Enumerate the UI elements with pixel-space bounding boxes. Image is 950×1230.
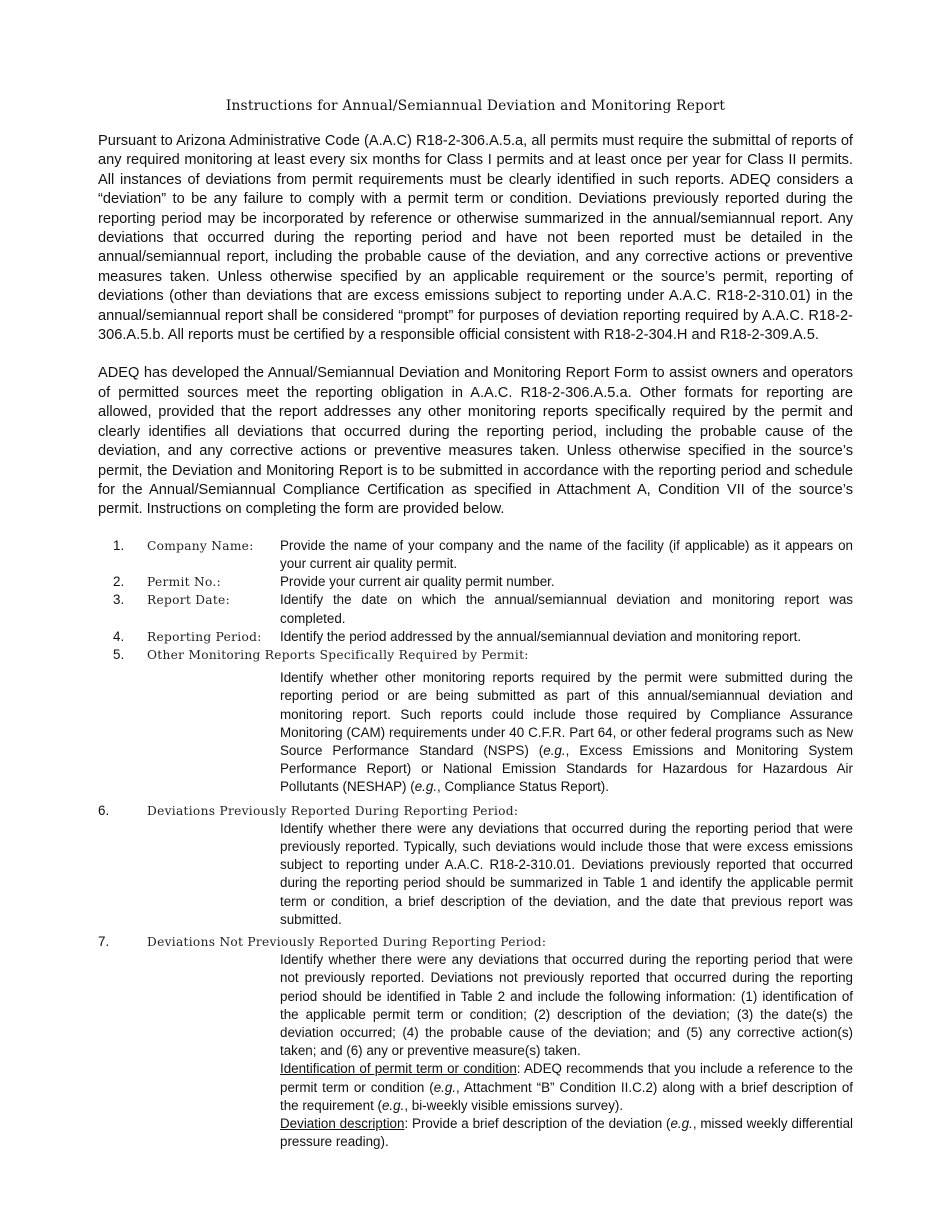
list-item [98,591,853,627]
item-number: 1. [113,537,125,553]
item-number: 6. [98,802,110,818]
item-label: Deviations Not Previously Reported During Reporting Period: [147,934,547,949]
item-text: Identify whether there were any deviations that occurred during the reporting period that were previously reported. Typically, such deviations would include those that were excess emissions subject to reporting under A.A.C. R18-2-310.01. Deviations previously reported that occurred during the reporting period should be summarized in Table 1 and identify the applicable permit term or condition, a brief description of the deviation, and the date that previous report was submitted. [280,820,853,927]
item-label: Deviations Previously Reported During Reporting Period: [147,803,519,818]
item-text: Identify whether other monitoring reports required by the permit were submitted during the reporting period or are being submitted as part of this annual/semiannual deviation and monitoring report. Such reports could include those required by Compliance Assurance Monitoring (CAM) requirements under 40 C.F.R. Part 64, or other federal programs such as New Source Performance Standard (NSPS) (e.g., Excess Emissions and Monitoring System Performance Report) or National Emission Standards for Hazardous for Hazardous Air Pollutants (NESHAP) (e.g., Compliance Status Report). [280,670,853,795]
item-text: Provide the name of your company and the name of the facility (if applicable) as it appears on your current air quality permit. [280,537,853,571]
list-item [98,802,853,929]
list-item [98,933,853,1151]
item-label: Company Name: [147,538,254,553]
item-number: 3. [113,592,125,608]
list-item [98,646,853,797]
form-paragraph: ADEQ has developed the Annual/Semiannual Deviation and Monitoring Report Form to assist owners and operators of permitted sources meet the reporting obligation in A.A.C. R18-2-306.A.5.a. Other formats for reporting are allowed, provided that the report addresses any other monitoring reports specifically required by the permit and clearly identifies all deviations that occurred during the reporting period, including the probable cause of the deviation, and any corrective actions or preventive measures taken. Unless otherwise specified in the source’s permit, the Deviation and Monitoring Report is to be submitted in accordance with the reporting period and schedule for the Annual/Semiannual Compliance Certification as specified in Attachment A, Condition VII of the source’s permit. Instructions on completing the form are provided below. [98,365,853,518]
item-label: Other Monitoring Reports Specifically Required by Permit: [147,647,529,662]
item-subsection-deviation: Deviation description: Provide a brief description of the deviation (e.g., missed weekly differential pressure reading). [280,1115,853,1150]
subsection-heading: Deviation description [280,1115,405,1131]
item-text: Identify the date on which the annual/semiannual deviation and monitoring report was completed. [280,592,853,626]
document-title: Instructions for Annual/Semiannual Deviation and Monitoring Report [225,98,726,114]
item-text: Identify the period addressed by the annual/semiannual deviation and monitoring report. [280,628,802,644]
item-number: 2. [113,574,125,590]
item-label: Reporting Period: [147,629,262,644]
instruction-list [98,537,853,1152]
item-label: Permit No.: [147,575,221,590]
item-number: 5. [113,646,125,662]
list-item [98,628,853,646]
intro-paragraph: Pursuant to Arizona Administrative Code (A.A.C) R18-2-306.A.5.a, all permits must require the submittal of reports of any required monitoring at least every six months for Class I permits and at least once per year for Class II permits. All instances of deviations from permit requirements must be clearly identified in such reports. ADEQ considers a “deviation” to be any failure to comply with a permit term or condition. Deviations previously reported during the reporting period may be incorporated by reference or otherwise summarized in the annual/semiannual report. Any deviations that occurred during the reporting period and have not been reported must be detailed in the annual/semiannual report, including the probable cause of the deviation, and any corrective actions or preventive measures taken. Unless otherwise specified by an applicable requirement or the source’s permit, reporting of deviations (other than deviations that are excess emissions subject to reporting under A.A.C. R18-2-310.01) in the annual/semiannual report shall be considered “prompt” for purposes of deviation reporting required by A.A.C. R18-2-306.A.5.b. All reports must be certified by a responsible official consistent with R18-2-304.H and R18-2-309.A.5. [98,133,853,344]
item-number: 7. [98,933,110,949]
list-item [98,573,853,591]
item-number: 4. [113,628,125,644]
subsection-heading: Identification of permit term or condition [280,1061,517,1077]
list-item [98,537,853,573]
item-label: Report Date: [147,593,230,608]
item-text: Provide your current air quality permit number. [280,574,555,590]
item-subsection-permit-term: Identification of permit term or condition: ADEQ recommends that you include a reference to the permit term or condition (e.g., Attachment “B” Condition II.C.2) along with a brief description of the requirement (e.g., bi-weekly visible emissions survey). [280,1061,853,1113]
item-text: Identify whether there were any deviations that occurred during the reporting period that were not previously reported. Deviations not previously reported that occurred during the reporting period should be identified in Table 2 and include the following information: (1) identification of the applicable permit term or condition; (2) description of the deviation; (3) the date(s) the deviation occurred; (4) the probable cause of the deviation; and (5) any corrective action(s) taken; and (6) any or preventive measure(s) taken. [280,952,853,1059]
